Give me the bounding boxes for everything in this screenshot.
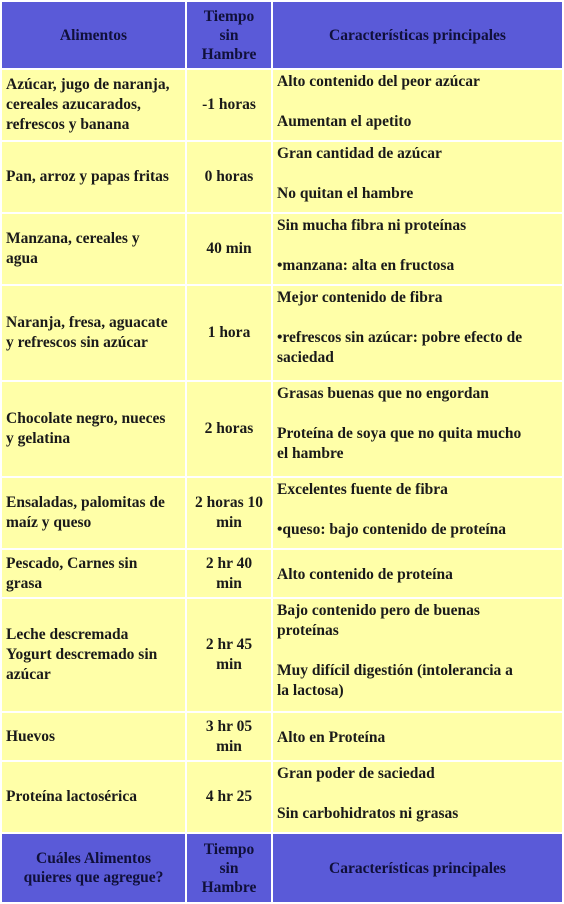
time-cell [187,478,271,548]
time-text: 2 horas 10 [194,494,264,511]
food-cell [2,478,185,548]
food-cell [2,382,185,476]
time-text: 0 horas [204,168,254,185]
time-text: min [216,574,242,592]
characteristics-cell [273,599,562,711]
food-cell [2,142,185,212]
table-row [2,599,562,711]
time-cell [187,713,271,760]
characteristics-cell [273,286,562,380]
table-row [2,382,562,476]
characteristic-text: •manzana: alta en fructosa [277,257,455,274]
food-text: Proteína lactosérica [6,788,137,805]
characteristics-cell [273,70,562,140]
food-text: Yogurt descremado sin [6,646,158,663]
characteristics-cell [273,478,562,548]
characteristic-text: •refrescos sin azúcar: pobre efecto de [277,329,523,346]
food-text: Ensaladas, palomitas de [6,494,165,511]
time-text: 4 hr 25 [205,788,253,805]
characteristics-cell [273,713,562,760]
food-text: Leche descremada [6,626,129,643]
characteristic-text: el hambre [277,445,344,462]
time-text: 40 min [206,240,252,257]
table-row [2,550,562,597]
food-cell [2,550,185,597]
table-row [2,478,562,548]
characteristic-text: Sin carbohidratos ni grasas [277,805,459,822]
table-row [2,214,562,284]
paragraph-gap [277,404,558,424]
characteristic-text: Excelentes fuente de fibra [277,481,448,498]
time-text: 2 hr 40 [205,554,253,572]
food-text: maíz y queso [6,514,92,531]
header-characteristics: Características principales [273,2,562,68]
time-text: min [216,656,242,673]
characteristic-text: la lactosa) [277,682,344,699]
time-cell [187,762,271,832]
food-text: Pescado, Carnes sin [6,554,138,572]
paragraph-gap [277,236,558,256]
table-row [2,286,562,380]
characteristic-text: proteínas [277,622,339,639]
food-cell [2,762,185,832]
characteristic-text: Grasas buenas que no engordan [277,385,489,402]
table-row [2,142,562,212]
characteristic-text: Alto contenido del peor azúcar [277,73,480,90]
time-text: min [216,737,242,755]
paragraph-gap [277,308,558,328]
food-text: agua [6,250,38,267]
characteristic-text: Gran cantidad de azúcar [277,145,442,162]
footer-question: Cuáles Alimentos quieres que agregue? [2,834,185,902]
paragraph-gap [277,641,558,661]
footer-time: Tiempo sin Hambre [187,834,271,902]
time-cell [187,550,271,597]
header-foods: Alimentos [2,2,185,68]
characteristic-text: Aumentan el apetito [277,113,412,130]
characteristic-text: Proteína de soya que no quita mucho [277,425,522,442]
food-text: y gelatina [6,430,71,447]
time-text: 2 hr 45 [205,636,253,653]
time-text: 1 hora [207,324,251,341]
food-text: grasa [6,574,43,592]
paragraph-gap [277,784,558,804]
characteristic-text: Mejor contenido de fibra [277,289,443,306]
food-text: azúcar [6,666,51,683]
food-text: Pan, arroz y papas fritas [6,168,169,185]
paragraph-gap [277,164,558,184]
paragraph-gap [277,500,558,520]
characteristic-text: saciedad [277,349,334,366]
characteristics-cell [273,550,562,597]
header-time: Tiempo sin Hambre [187,2,271,68]
food-text: y refrescos sin azúcar [6,334,148,351]
characteristic-text: Sin mucha fibra ni proteínas [277,217,467,234]
characteristics-cell [273,762,562,832]
characteristic-text: Alto en Proteína [277,728,386,746]
food-text: cereales azucarados, [6,96,141,113]
food-cell [2,713,185,760]
characteristics-cell [273,382,562,476]
footer-row [2,834,562,902]
time-cell [187,70,271,140]
characteristics-cell [273,142,562,212]
time-cell [187,142,271,212]
time-text: 3 hr 05 [205,717,253,735]
characteristic-text: No quitan el hambre [277,185,414,202]
time-text: min [216,514,242,531]
characteristic-text: Gran poder de saciedad [277,765,435,782]
food-cell [2,599,185,711]
time-cell [187,214,271,284]
characteristic-text: Alto contenido de proteína [277,565,453,583]
food-cell [2,286,185,380]
food-text: Azúcar, jugo de naranja, [6,76,170,93]
food-text: Naranja, fresa, aguacate [6,314,168,331]
paragraph-gap [277,92,558,112]
characteristics-cell [273,214,562,284]
characteristic-text: •queso: bajo contenido de proteína [277,521,507,538]
table-row [2,70,562,140]
time-cell [187,286,271,380]
food-text: Huevos [6,727,56,745]
header-row [2,2,562,68]
food-cell [2,70,185,140]
time-cell [187,382,271,476]
food-text: Chocolate negro, nueces [6,410,166,427]
food-text: Manzana, cereales y [6,230,140,247]
characteristic-text: Muy difícil digestión (intolerancia a [277,662,513,679]
table-row [2,713,562,760]
footer-characteristics: Características principales [273,834,562,902]
table-row [2,762,562,832]
time-text: 2 horas [204,420,254,437]
food-cell [2,214,185,284]
time-cell [187,599,271,711]
food-text: refrescos y banana [6,116,130,133]
characteristic-text: Bajo contenido pero de buenas [277,602,480,619]
time-text: -1 horas [202,96,256,113]
